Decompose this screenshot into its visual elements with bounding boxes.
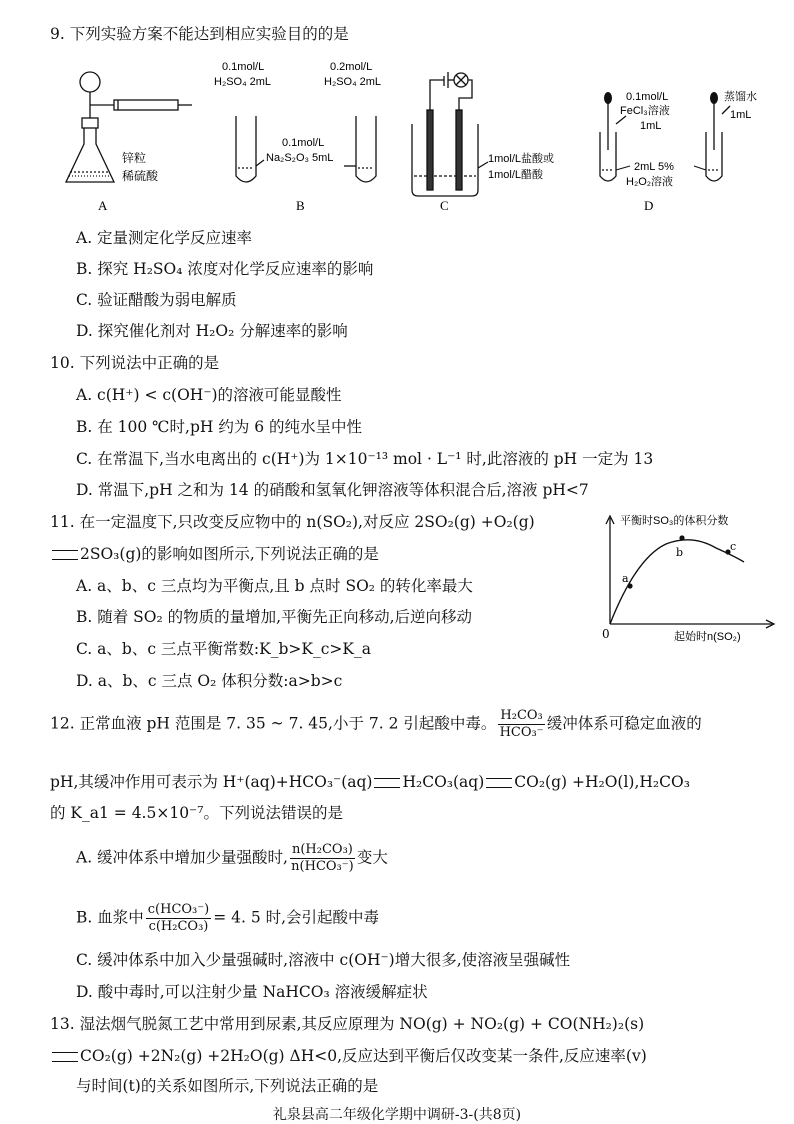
fig-d-caption: D: [644, 198, 654, 213]
q12-stem-line2: [50, 772, 690, 792]
q9-stem: 9. 下列实验方案不能达到相应实验目的的是: [50, 25, 349, 43]
q11-option-d: D. a、b、c 三点 O₂ 体积分数:a>b>c: [76, 672, 343, 690]
q11-label-c: c: [730, 540, 737, 553]
q11-xlabel: 起始时n(SO₂): [674, 631, 741, 643]
fig-d-t1: 0.1mol/L: [626, 91, 669, 103]
q12-b-text: B. 血浆中: [76, 908, 144, 927]
fig-c-caption: C: [440, 198, 449, 213]
fig-d-t4: 蒸馏水: [724, 91, 757, 103]
q10-option-c: C. 在常温下,当水电离出的 c(H⁺)为 1×10⁻¹³ mol · L⁻¹ 时,此溶液的 pH 一定为 13: [76, 450, 654, 468]
q10-stem: 10. 下列说法中正确的是: [50, 354, 220, 372]
q12-stem2-c: CO₂(g) +H₂O(l),H₂CO₃: [514, 773, 690, 791]
fig-d-t3: 1mL: [640, 120, 662, 132]
q12-a-text: A. 缓冲体系中增加少量强酸时,: [76, 848, 288, 867]
fig-b-t5: 0.1mol/L: [282, 137, 325, 149]
fig-a-zinc: 锌粒: [122, 151, 147, 165]
frac-denominator: n(HCO₃⁻): [291, 859, 354, 874]
q11-label-b: b: [676, 546, 684, 559]
fig-d-t7: H₂O₂溶液: [626, 176, 674, 188]
q9-option-b: B. 探究 H₂SO₄ 浓度对化学反应速率的影响: [76, 260, 374, 278]
q9-option-d: D. 探究催化剂对 H₂O₂ 分解速率的影响: [76, 322, 348, 340]
page-footer: 礼泉县高二年级化学期中调研-3-(共8页): [272, 1107, 522, 1123]
q12-stem-text-a: 12. 正常血液 pH 范围是 7. 35 ~ 7. 45,小于 7. 2 引起酸中毒。: [50, 714, 497, 733]
q9-option-a: A. 定量测定化学反应速率: [76, 229, 253, 247]
q11-ylabel: 平衡时SO₃的体积分数: [620, 515, 729, 527]
q11-point-b: [679, 535, 684, 540]
frac-numerator: n(H₂CO₃): [291, 842, 353, 857]
q12-stem-text-b: 缓冲体系可稳定血液的: [546, 714, 702, 733]
q10-option-b: B. 在 100 ℃时,pH 约为 6 的纯水呈中性: [76, 418, 363, 436]
q13-stem2-text: CO₂(g) +2N₂(g) +2H₂O(g) ΔH<0,反应达到平衡后仅改变某一条件,反应速率(v): [80, 1047, 647, 1065]
q10-option-a: A. c(H⁺) < c(OH⁻)的溶液可能显酸性: [76, 386, 342, 404]
q13-stem-line1: 13. 湿法烟气脱氮工艺中常用到尿素,其反应原理为 NO(g) + NO₂(g) + CO(NH₂)₂(s): [50, 1015, 645, 1033]
reversible-arrow-icon: [374, 778, 400, 788]
fig-d-t6: 2mL 5%: [634, 161, 674, 173]
q12-a-fraction: [290, 842, 355, 875]
fig-b-t3: 0.2mol/L: [330, 61, 373, 73]
q12-option-a: [76, 842, 388, 875]
reversible-arrow-icon: [52, 1052, 78, 1062]
frac-denominator: HCO₃⁻: [499, 725, 544, 740]
q13-stem-line3: 与时间(t)的关系如图所示,下列说法正确的是: [76, 1077, 379, 1095]
q12-option-c: C. 缓冲体系中加入少量强碱时,溶液中 c(OH⁻)增大很多,使溶液呈强碱性: [76, 951, 571, 969]
q11-chart: [596, 508, 782, 648]
q11-option-b: B. 随着 SO₂ 的物质的量增加,平衡先正向移动,后逆向移动: [76, 608, 472, 626]
q9-figures: [60, 58, 780, 218]
frac-denominator: c(H₂CO₃): [148, 919, 209, 934]
q12-buffer-fraction: [498, 708, 544, 741]
fig-c-t2: 1mol/L醋酸: [488, 169, 544, 181]
q12-b-tail: = 4. 5 时,会引起酸中毒: [213, 908, 380, 927]
fig-c-t1: 1mol/L盐酸或: [488, 153, 555, 165]
frac-numerator: H₂CO₃: [500, 708, 543, 723]
q12-stem-line1: [50, 708, 702, 741]
apparatus-b: [236, 116, 376, 182]
q12-stem2-a: pH,其缓冲作用可表示为 H⁺(aq)+HCO₃⁻(aq): [50, 773, 373, 791]
fig-d-t2: FeCl₃溶液: [620, 105, 670, 117]
q10-option-d: D. 常温下,pH 之和为 14 的硝酸和氢氧化钾溶液等体积混合后,溶液 pH<7: [76, 481, 589, 499]
q13-stem-line2: [50, 1046, 647, 1066]
q11-label-a: a: [622, 572, 629, 585]
q12-stem2-b: H₂CO₃(aq): [402, 773, 485, 791]
q11-stem-text: 2SO₃(g)的影响如图所示,下列说法正确的是: [80, 545, 379, 563]
fig-b-caption: B: [296, 198, 305, 213]
q11-stem-line1: 11. 在一定温度下,只改变反应物中的 n(SO₂),对反应 2SO₂(g) +O₂(g): [50, 513, 535, 531]
q12-option-d: D. 酸中毒时,可以注射少量 NaHCO₃ 溶液缓解症状: [76, 983, 428, 1001]
fig-b-t4: H₂SO₄ 2mL: [324, 76, 382, 88]
fig-b-t2: H₂SO₄ 2mL: [214, 76, 272, 88]
q11-origin: 0: [602, 627, 610, 641]
apparatus-a: [66, 72, 192, 182]
frac-numerator: c(HCO₃⁻): [147, 902, 210, 917]
reversible-arrow-icon: [486, 778, 512, 788]
fig-b-t6: Na₂S₂O₃ 5mL: [266, 152, 334, 164]
q11-option-c: C. a、b、c 三点平衡常数:K_b>K_c>K_a: [76, 640, 371, 658]
fig-a-acid: 稀硫酸: [122, 169, 159, 183]
q12-b-fraction: [146, 902, 211, 935]
q12-stem-line3: 的 K_a1 = 4.5×10⁻⁷。下列说法错误的是: [50, 804, 343, 822]
q9-option-c: C. 验证醋酸为弱电解质: [76, 291, 237, 309]
apparatus-c: [412, 72, 488, 196]
fig-b-t1: 0.1mol/L: [222, 61, 265, 73]
fig-d-t5: 1mL: [730, 109, 752, 121]
q12-a-tail: 变大: [356, 848, 388, 867]
q11-stem-line2: [50, 544, 379, 564]
reversible-arrow-icon: [52, 550, 78, 560]
fig-a-caption: A: [98, 198, 108, 213]
q11-option-a: A. a、b、c 三点均为平衡点,且 b 点时 SO₂ 的转化率最大: [76, 577, 473, 595]
q12-option-b: [76, 902, 379, 935]
